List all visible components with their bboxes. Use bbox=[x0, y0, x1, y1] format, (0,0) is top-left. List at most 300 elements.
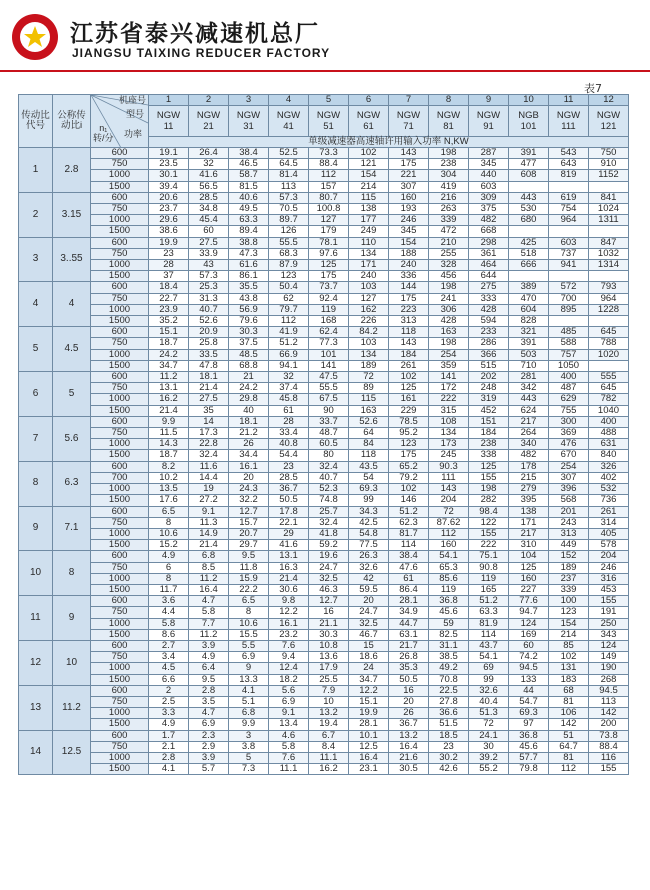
factory-logo-icon bbox=[10, 12, 60, 62]
model-4: NGW 41 bbox=[269, 106, 309, 137]
power-value-cell: 204 bbox=[429, 495, 469, 506]
power-value-cell: 160 bbox=[509, 573, 549, 584]
input-speed-cell: 1500 bbox=[91, 226, 149, 237]
power-value-cell: 54.8 bbox=[349, 528, 389, 539]
power-value-cell: 700 bbox=[549, 293, 589, 304]
table-row bbox=[19, 349, 629, 360]
power-value-cell: 895 bbox=[549, 304, 589, 315]
power-value-cell: 89.4 bbox=[229, 226, 269, 237]
power-value-cell: 138 bbox=[349, 204, 389, 215]
input-speed-cell: 1000 bbox=[91, 349, 149, 360]
power-value-cell: 737 bbox=[549, 248, 589, 259]
table-row bbox=[19, 282, 629, 293]
power-value-cell: 13.2 bbox=[389, 730, 429, 741]
power-value-cell: 16.4 bbox=[189, 584, 229, 595]
power-value-cell: 35.2 bbox=[149, 316, 189, 327]
power-value-cell: 215 bbox=[509, 472, 549, 483]
power-value-cell: 88.4 bbox=[589, 741, 629, 752]
power-value-cell: 134 bbox=[349, 248, 389, 259]
power-value-cell: 61 bbox=[389, 573, 429, 584]
power-value-cell: 124 bbox=[589, 640, 629, 651]
table-row bbox=[19, 248, 629, 259]
ratio-code-cell: 5 bbox=[19, 327, 53, 372]
table-row bbox=[19, 338, 629, 349]
power-value-cell: 847 bbox=[589, 237, 629, 248]
power-value-cell: 59 bbox=[429, 618, 469, 629]
power-value-cell: 33.4 bbox=[269, 428, 309, 439]
input-speed-cell: 750 bbox=[91, 159, 149, 170]
power-value-cell: 73.8 bbox=[589, 730, 629, 741]
power-value-cell: 77.6 bbox=[509, 596, 549, 607]
power-value-cell: 315 bbox=[429, 405, 469, 416]
power-value-cell: 61.6 bbox=[229, 260, 269, 271]
table-row bbox=[19, 416, 629, 427]
col-header-ratio-code: 传动比 代号 bbox=[19, 95, 53, 148]
power-value-cell: 14.9 bbox=[189, 528, 229, 539]
power-value-cell: 5.5 bbox=[229, 640, 269, 651]
power-value-cell: 17.3 bbox=[189, 428, 229, 439]
power-value-cell: 79.2 bbox=[389, 472, 429, 483]
power-value-cell: 189 bbox=[349, 360, 389, 371]
power-value-cell: 2.8 bbox=[189, 685, 229, 696]
power-value-cell: 237 bbox=[549, 573, 589, 584]
power-value-cell: 149 bbox=[589, 652, 629, 663]
power-value-cell: 56.9 bbox=[229, 304, 269, 315]
input-speed-cell: 1000 bbox=[91, 170, 149, 181]
power-value-cell: 10.6 bbox=[149, 528, 189, 539]
power-value-cell: 63.1 bbox=[389, 629, 429, 640]
power-value-cell: 160 bbox=[429, 540, 469, 551]
frame-number-8: 8 bbox=[429, 95, 469, 106]
power-value-cell: 102 bbox=[389, 484, 429, 495]
power-value-cell: 51.3 bbox=[469, 708, 509, 719]
power-value-cell: 86.1 bbox=[229, 271, 269, 282]
power-value-cell: 85 bbox=[549, 640, 589, 651]
power-value-cell: 300 bbox=[549, 416, 589, 427]
power-value-cell: 123 bbox=[269, 271, 309, 282]
nominal-ratio-cell: 6.3 bbox=[53, 461, 91, 506]
power-value-cell: 402 bbox=[589, 472, 629, 483]
power-value-cell: 10.1 bbox=[349, 730, 389, 741]
power-value-cell: 21.4 bbox=[189, 383, 229, 394]
power-value-cell: 74.2 bbox=[509, 652, 549, 663]
power-value-cell: 34.7 bbox=[149, 360, 189, 371]
power-value-cell: 32.6 bbox=[469, 685, 509, 696]
table-row bbox=[19, 360, 629, 371]
power-value-cell: 37.5 bbox=[229, 338, 269, 349]
power-value-cell: 15.1 bbox=[349, 696, 389, 707]
frame-number-2: 2 bbox=[189, 95, 229, 106]
power-value-cell: 229 bbox=[389, 405, 429, 416]
power-value-cell: 1228 bbox=[589, 304, 629, 315]
power-value-cell: 10.8 bbox=[309, 640, 349, 651]
power-value-cell: 710 bbox=[509, 360, 549, 371]
power-value-cell: 104 bbox=[509, 551, 549, 562]
power-value-cell: 28.1 bbox=[349, 719, 389, 730]
power-value-cell: 45.4 bbox=[189, 215, 229, 226]
power-value-cell: 440 bbox=[469, 170, 509, 181]
power-value-cell: 47.8 bbox=[189, 360, 229, 371]
model-2: NGW 21 bbox=[189, 106, 229, 137]
power-value-cell: 40 bbox=[229, 405, 269, 416]
power-value-cell: 142 bbox=[549, 719, 589, 730]
power-value-cell: 64.7 bbox=[549, 741, 589, 752]
power-value-cell: 118 bbox=[349, 450, 389, 461]
power-value-cell: 20.7 bbox=[229, 528, 269, 539]
power-value-cell: 36.7 bbox=[389, 719, 429, 730]
input-speed-cell: 1500 bbox=[91, 764, 149, 775]
header-row-frame bbox=[19, 95, 629, 106]
power-value-cell: 154 bbox=[349, 170, 389, 181]
power-value-cell: 90 bbox=[309, 405, 349, 416]
power-value-cell: 11.5 bbox=[149, 428, 189, 439]
power-value-cell: 793 bbox=[589, 282, 629, 293]
input-speed-cell: 1500 bbox=[91, 540, 149, 551]
power-value-cell: 72 bbox=[349, 372, 389, 383]
power-value-cell: 28.5 bbox=[189, 192, 229, 203]
power-value-cell: 43.8 bbox=[229, 293, 269, 304]
power-value-cell: 25.3 bbox=[189, 282, 229, 293]
frame-number-12: 12 bbox=[589, 95, 629, 106]
power-value-cell: 6.4 bbox=[189, 663, 229, 674]
power-value-cell: 81.4 bbox=[269, 170, 309, 181]
power-value-cell: 24.1 bbox=[469, 730, 509, 741]
power-value-cell: 43 bbox=[189, 260, 229, 271]
power-value-cell: 6.9 bbox=[229, 652, 269, 663]
power-value-cell: 22.5 bbox=[429, 685, 469, 696]
power-value-cell: 23.7 bbox=[149, 204, 189, 215]
power-value-cell: 8.5 bbox=[189, 562, 229, 573]
power-value-cell: 4.1 bbox=[229, 685, 269, 696]
power-value-cell: 44.7 bbox=[389, 618, 429, 629]
power-value-cell: 40.4 bbox=[469, 696, 509, 707]
nominal-ratio-cell: 8 bbox=[53, 551, 91, 596]
power-value-cell: 202 bbox=[469, 372, 509, 383]
table-row bbox=[19, 405, 629, 416]
power-value-cell: 1032 bbox=[589, 248, 629, 259]
power-value-cell: 146 bbox=[389, 495, 429, 506]
power-value-cell: 114 bbox=[389, 540, 429, 551]
power-value-cell: 476 bbox=[549, 439, 589, 450]
power-value-cell: 6.9 bbox=[269, 696, 309, 707]
input-speed-cell: 1500 bbox=[91, 495, 149, 506]
power-value-cell: 31.1 bbox=[429, 640, 469, 651]
input-speed-cell: 750 bbox=[91, 204, 149, 215]
power-value-cell: 78.1 bbox=[309, 237, 349, 248]
power-value-cell: 26.3 bbox=[349, 551, 389, 562]
input-speed-cell: 1500 bbox=[91, 316, 149, 327]
power-value-cell: 343 bbox=[589, 629, 629, 640]
power-value-cell: 116 bbox=[589, 752, 629, 763]
power-value-cell: 10 bbox=[309, 696, 349, 707]
model-9: NGW 91 bbox=[469, 106, 509, 137]
power-value-cell: 28.5 bbox=[269, 472, 309, 483]
power-value-cell: 754 bbox=[549, 204, 589, 215]
table-row bbox=[19, 148, 629, 159]
ratio-code-cell: 13 bbox=[19, 685, 53, 730]
nominal-ratio-cell: 3..55 bbox=[53, 237, 91, 282]
model-1: NGW 11 bbox=[149, 106, 189, 137]
power-value-cell: 103 bbox=[349, 338, 389, 349]
diagonal-header-cell bbox=[91, 95, 149, 148]
power-value-cell: 52.6 bbox=[189, 316, 229, 327]
table-row bbox=[19, 484, 629, 495]
power-value-cell: 788 bbox=[589, 338, 629, 349]
table-number: 表7 bbox=[584, 82, 602, 95]
power-value-cell: 102 bbox=[349, 148, 389, 159]
power-value-cell: 46.3 bbox=[309, 584, 349, 595]
frame-number-4: 4 bbox=[269, 95, 309, 106]
table-row bbox=[19, 327, 629, 338]
power-value-cell: 7.6 bbox=[269, 640, 309, 651]
power-value-cell: 112 bbox=[269, 316, 309, 327]
power-value-cell: 314 bbox=[589, 517, 629, 528]
power-value-cell bbox=[589, 181, 629, 192]
table-row bbox=[19, 528, 629, 539]
power-value-cell: 102 bbox=[389, 372, 429, 383]
power-value-cell: 16.2 bbox=[309, 764, 349, 775]
input-speed-cell: 600 bbox=[91, 730, 149, 741]
diag-model-label: 型号 bbox=[125, 109, 144, 119]
power-value-cell: 172 bbox=[429, 383, 469, 394]
power-value-cell: 125 bbox=[469, 461, 509, 472]
power-value-cell: 102 bbox=[549, 652, 589, 663]
table-row bbox=[19, 584, 629, 595]
power-value-cell: 3.5 bbox=[189, 696, 229, 707]
input-speed-cell: 1500 bbox=[91, 271, 149, 282]
power-value-cell: 17.8 bbox=[269, 506, 309, 517]
power-value-cell: 157 bbox=[309, 181, 349, 192]
power-value-cell: 32.6 bbox=[349, 562, 389, 573]
power-value-cell: 543 bbox=[549, 148, 589, 159]
power-value-cell: 85.6 bbox=[429, 573, 469, 584]
power-value-cell: 69.3 bbox=[349, 484, 389, 495]
power-value-cell bbox=[549, 181, 589, 192]
power-value-cell: 165 bbox=[469, 584, 509, 595]
power-value-cell: 245 bbox=[429, 450, 469, 461]
power-value-cell: 518 bbox=[509, 248, 549, 259]
nominal-ratio-cell: 9 bbox=[53, 596, 91, 641]
power-value-cell: 97 bbox=[509, 719, 549, 730]
ratio-code-cell: 1 bbox=[19, 148, 53, 193]
power-value-cell: 3.8 bbox=[229, 741, 269, 752]
power-value-cell: 21.7 bbox=[389, 640, 429, 651]
table-row bbox=[19, 159, 629, 170]
power-value-cell: 178 bbox=[509, 461, 549, 472]
power-value-cell: 428 bbox=[429, 316, 469, 327]
power-value-cell: 17.9 bbox=[309, 663, 349, 674]
power-value-cell bbox=[549, 226, 589, 237]
power-value-cell: 485 bbox=[549, 327, 589, 338]
power-value-cell: 56.5 bbox=[189, 181, 229, 192]
power-value-cell: 125 bbox=[309, 260, 349, 271]
ratio-code-cell: 12 bbox=[19, 640, 53, 685]
power-value-cell: 594 bbox=[469, 316, 509, 327]
power-value-cell: 240 bbox=[349, 271, 389, 282]
power-value-cell: 125 bbox=[389, 383, 429, 394]
table-row bbox=[19, 192, 629, 203]
power-value-cell: 396 bbox=[549, 484, 589, 495]
power-value-cell: 19.6 bbox=[309, 551, 349, 562]
power-value-cell: 340 bbox=[509, 439, 549, 450]
power-value-cell: 503 bbox=[509, 349, 549, 360]
table-row bbox=[19, 596, 629, 607]
power-value-cell: 113 bbox=[269, 181, 309, 192]
power-value-cell: 11.3 bbox=[189, 517, 229, 528]
power-value-cell: 65.2 bbox=[389, 461, 429, 472]
power-value-cell: 9.1 bbox=[189, 506, 229, 517]
table-row bbox=[19, 304, 629, 315]
power-value-cell: 306 bbox=[429, 304, 469, 315]
power-value-cell: 55.5 bbox=[309, 383, 349, 394]
power-value-cell: 400 bbox=[589, 416, 629, 427]
power-value-cell: 9.4 bbox=[269, 652, 309, 663]
power-value-cell: 3.6 bbox=[149, 596, 189, 607]
power-value-cell: 21 bbox=[229, 372, 269, 383]
input-speed-cell: 750 bbox=[91, 428, 149, 439]
power-value-cell: 30 bbox=[469, 741, 509, 752]
power-value-cell: 64.5 bbox=[269, 159, 309, 170]
ratio-code-cell: 4 bbox=[19, 282, 53, 327]
power-value-cell: 34.4 bbox=[229, 450, 269, 461]
power-value-cell: 30.6 bbox=[269, 584, 309, 595]
power-value-cell: 99 bbox=[349, 495, 389, 506]
power-value-cell: 88.4 bbox=[309, 159, 349, 170]
power-value-cell: 16.2 bbox=[149, 394, 189, 405]
power-value-cell: 216 bbox=[429, 192, 469, 203]
power-value-cell bbox=[589, 271, 629, 282]
power-value-cell: 15.1 bbox=[149, 327, 189, 338]
power-value-cell: 238 bbox=[469, 439, 509, 450]
power-value-cell: 29.6 bbox=[149, 215, 189, 226]
input-speed-cell: 1500 bbox=[91, 360, 149, 371]
model-10: NGB 101 bbox=[509, 106, 549, 137]
power-value-cell: 482 bbox=[469, 215, 509, 226]
ratio-code-cell: 8 bbox=[19, 461, 53, 506]
ratio-code-cell: 10 bbox=[19, 551, 53, 596]
power-value-cell: 81 bbox=[549, 696, 589, 707]
power-value-cell: 568 bbox=[549, 495, 589, 506]
input-speed-cell: 1000 bbox=[91, 618, 149, 629]
power-value-cell: 304 bbox=[429, 170, 469, 181]
power-value-cell: 112 bbox=[429, 528, 469, 539]
power-value-cell: 26 bbox=[229, 439, 269, 450]
power-value-cell: 22.2 bbox=[229, 584, 269, 595]
power-value-cell: 20 bbox=[349, 596, 389, 607]
power-value-cell: 20 bbox=[389, 696, 429, 707]
power-value-cell: 73.3 bbox=[309, 148, 349, 159]
power-value-cell: 9.5 bbox=[189, 674, 229, 685]
power-value-cell: 42 bbox=[349, 573, 389, 584]
input-speed-cell: 600 bbox=[91, 596, 149, 607]
table-row bbox=[19, 439, 629, 450]
nominal-ratio-cell: 5.6 bbox=[53, 416, 91, 461]
power-value-cell: 160 bbox=[389, 192, 429, 203]
power-value-cell: 1024 bbox=[589, 204, 629, 215]
power-value-cell: 97.6 bbox=[309, 248, 349, 259]
power-value-cell: 2.9 bbox=[189, 741, 229, 752]
power-value-cell: 428 bbox=[469, 304, 509, 315]
power-value-cell: 190 bbox=[589, 663, 629, 674]
power-value-cell: 18.2 bbox=[269, 674, 309, 685]
power-value-cell: 68.8 bbox=[229, 360, 269, 371]
power-value-cell: 819 bbox=[549, 170, 589, 181]
table-row bbox=[19, 562, 629, 573]
power-value-cell: 52.6 bbox=[349, 416, 389, 427]
power-value-cell: 50.4 bbox=[269, 282, 309, 293]
power-value-cell: 223 bbox=[389, 304, 429, 315]
table-row bbox=[19, 506, 629, 517]
power-value-cell bbox=[589, 316, 629, 327]
power-value-cell: 11.1 bbox=[269, 764, 309, 775]
frame-number-6: 6 bbox=[349, 95, 389, 106]
power-value-cell: 154 bbox=[549, 618, 589, 629]
power-value-cell: 828 bbox=[509, 316, 549, 327]
power-value-cell: 123 bbox=[549, 607, 589, 618]
power-value-cell: 10.2 bbox=[149, 472, 189, 483]
table-row bbox=[19, 383, 629, 394]
power-value-cell: 41.8 bbox=[309, 528, 349, 539]
model-6: NGW 61 bbox=[349, 106, 389, 137]
input-speed-cell: 1500 bbox=[91, 584, 149, 595]
power-value-cell: 13.2 bbox=[309, 708, 349, 719]
power-value-cell: 12.7 bbox=[229, 506, 269, 517]
power-value-cell: 619 bbox=[549, 192, 589, 203]
power-value-cell: 25.5 bbox=[309, 674, 349, 685]
power-value-cell: 198 bbox=[429, 148, 469, 159]
power-value-cell: 51.2 bbox=[469, 596, 509, 607]
power-value-cell: 339 bbox=[549, 584, 589, 595]
power-value-cell: 48.7 bbox=[309, 428, 349, 439]
power-value-cell: 25.7 bbox=[309, 506, 349, 517]
power-value-cell: 316 bbox=[589, 573, 629, 584]
power-value-cell: 30.5 bbox=[389, 764, 429, 775]
power-value-cell: 54.4 bbox=[269, 450, 309, 461]
table-row bbox=[19, 663, 629, 674]
power-value-cell: 221 bbox=[389, 170, 429, 181]
power-value-cell: 106 bbox=[549, 708, 589, 719]
power-value-cell: 313 bbox=[549, 528, 589, 539]
power-value-cell: 4.7 bbox=[189, 596, 229, 607]
power-value-cell: 69.3 bbox=[509, 708, 549, 719]
power-value-cell: 19 bbox=[189, 484, 229, 495]
power-value-cell: 52.3 bbox=[309, 484, 349, 495]
power-value-cell: 2 bbox=[149, 685, 189, 696]
power-value-cell: 28 bbox=[149, 260, 189, 271]
power-value-cell: 40.8 bbox=[269, 439, 309, 450]
power-value-cell: 222 bbox=[469, 540, 509, 551]
power-value-cell: 23.5 bbox=[149, 159, 189, 170]
table-row bbox=[19, 652, 629, 663]
power-value-cell: 342 bbox=[509, 383, 549, 394]
col-header-nominal-ratio: 公称传 动比i bbox=[53, 95, 91, 148]
power-value-cell: 41.6 bbox=[269, 540, 309, 551]
table-row bbox=[19, 237, 629, 248]
power-value-cell: 27.8 bbox=[429, 696, 469, 707]
power-value-cell: 171 bbox=[349, 260, 389, 271]
table-row bbox=[19, 450, 629, 461]
power-value-cell: 143 bbox=[389, 338, 429, 349]
table-row bbox=[19, 215, 629, 226]
input-speed-cell: 1000 bbox=[91, 439, 149, 450]
ratio-code-cell: 9 bbox=[19, 506, 53, 551]
power-value-cell: 143 bbox=[389, 148, 429, 159]
power-value-cell: 111 bbox=[429, 472, 469, 483]
power-value-cell: 23.1 bbox=[349, 764, 389, 775]
ratio-code-cell: 3 bbox=[19, 237, 53, 282]
power-value-cell: 5 bbox=[229, 752, 269, 763]
power-value-cell: 144 bbox=[389, 282, 429, 293]
